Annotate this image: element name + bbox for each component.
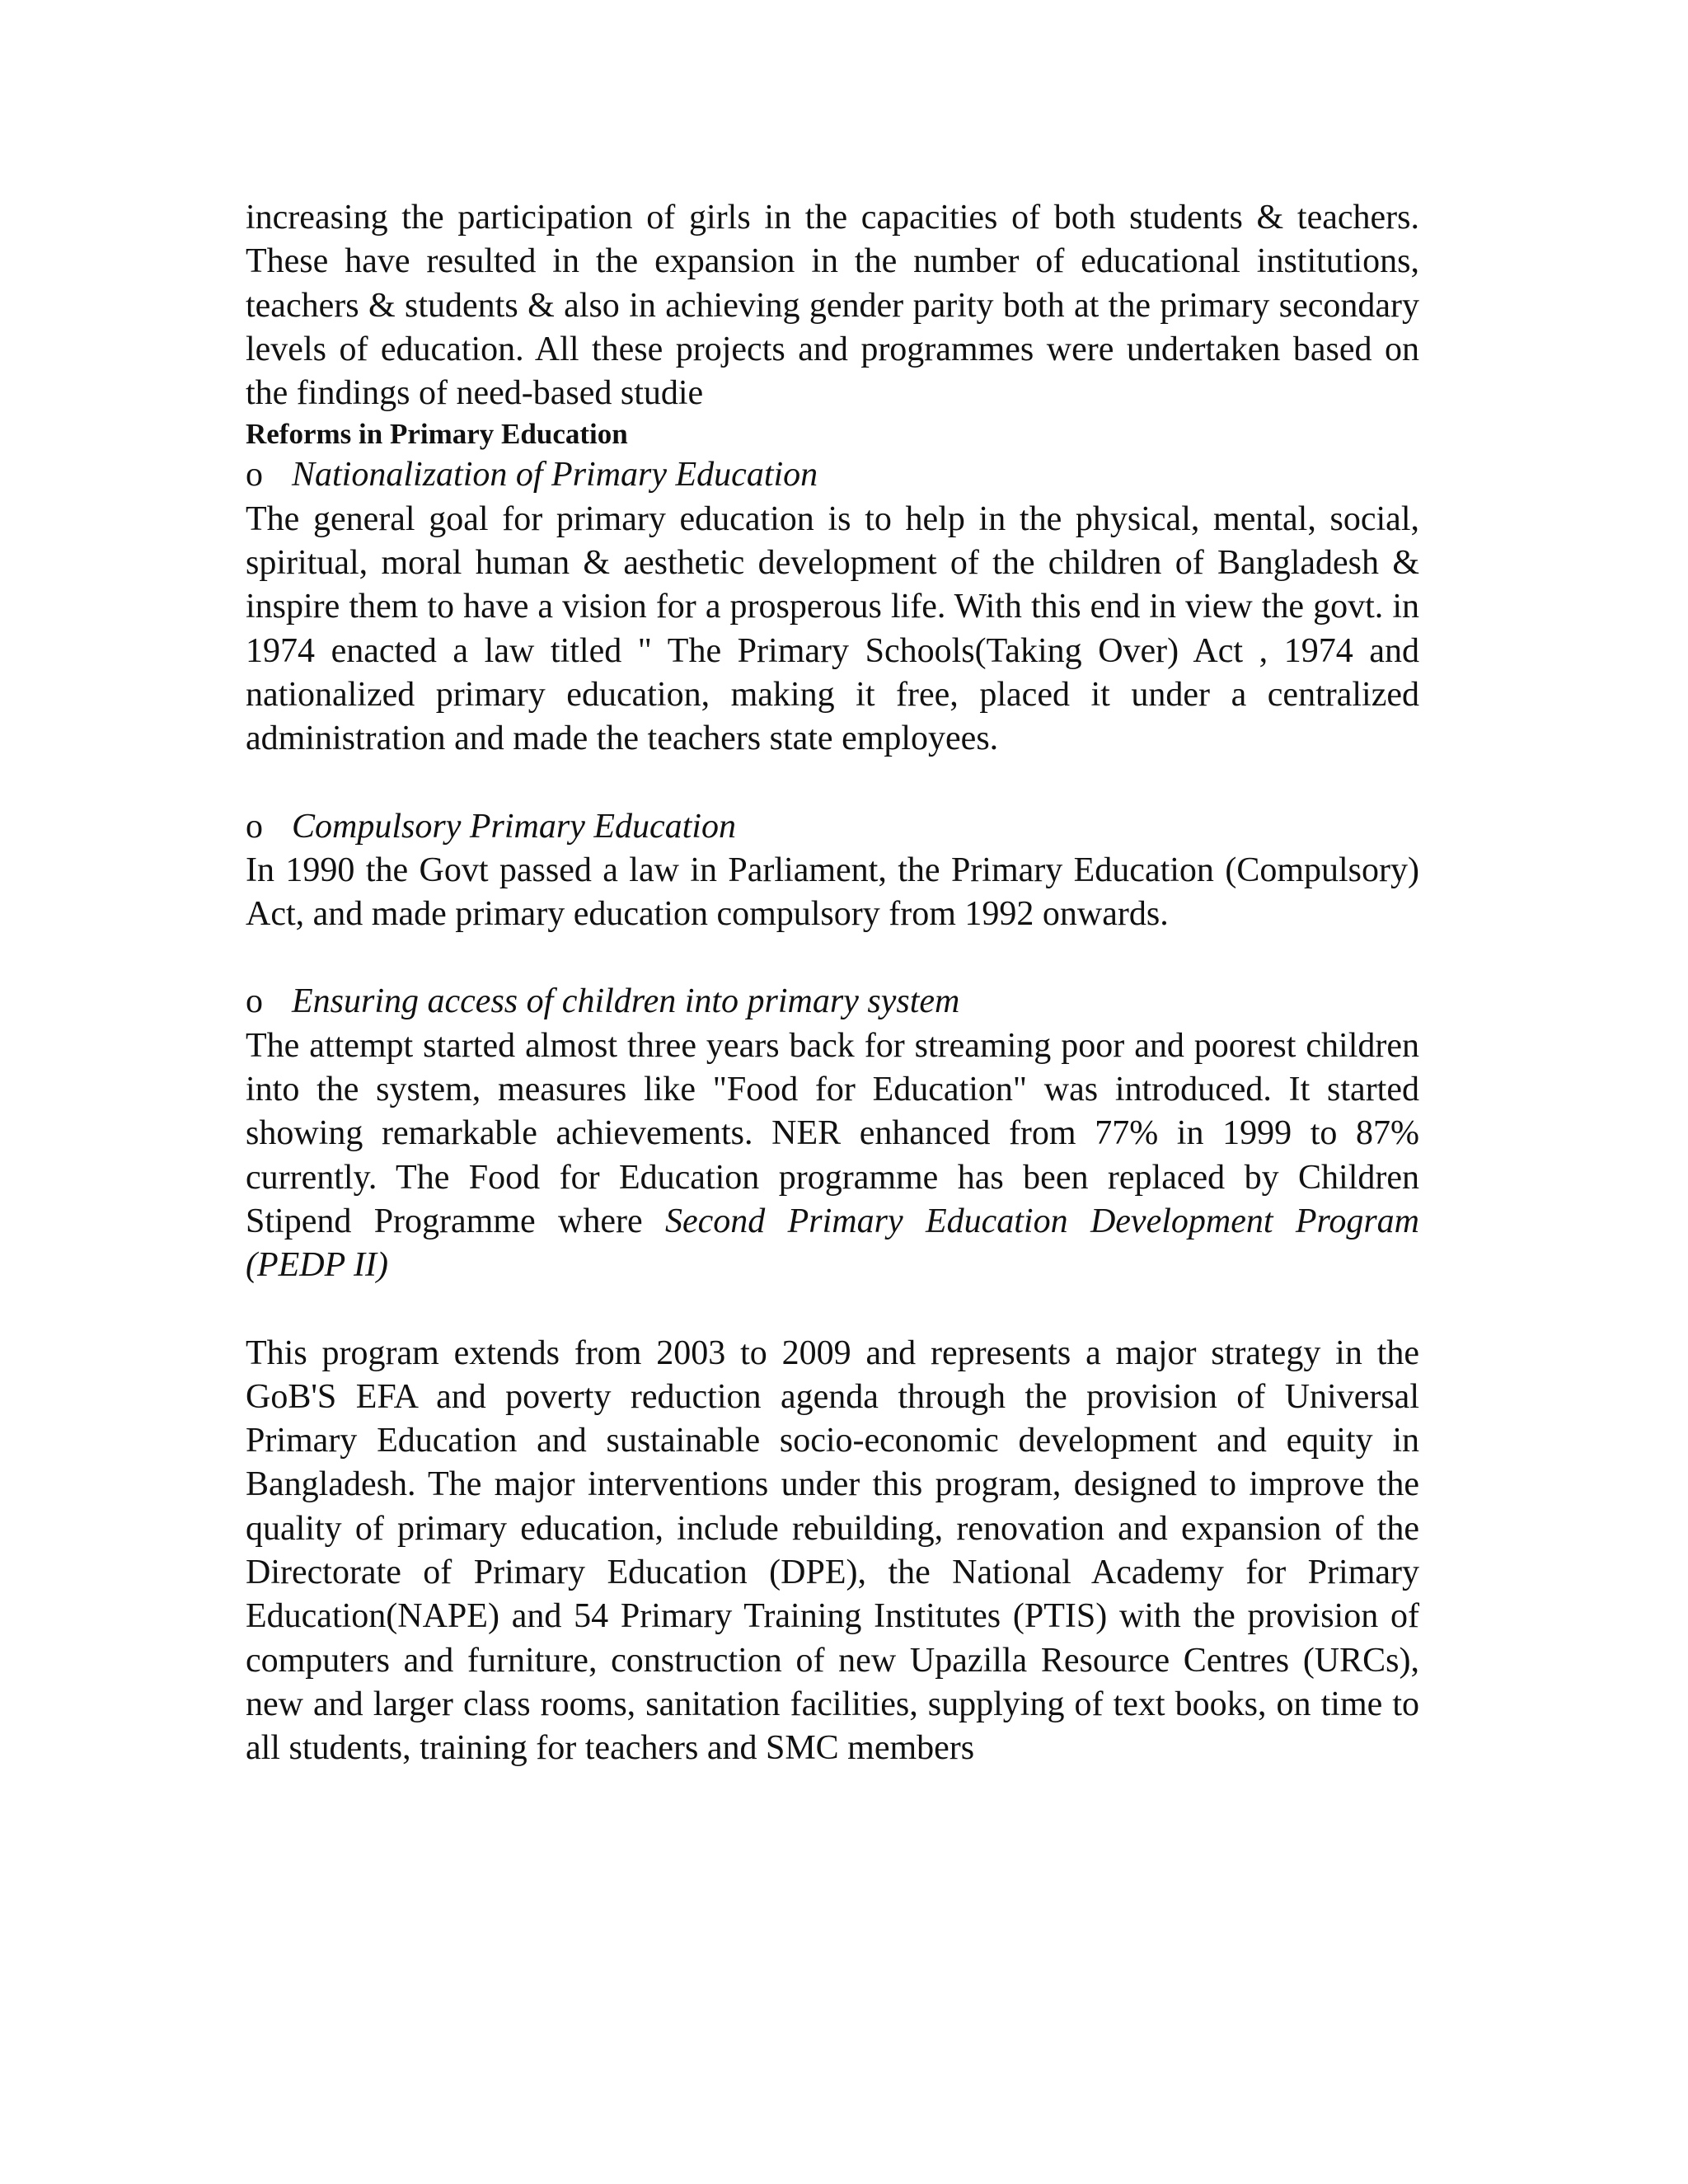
section-heading: Reforms in Primary Education: [246, 418, 628, 451]
document-page: [246, 196, 1419, 1771]
access-paragraph: [246, 1024, 1419, 1288]
bullet-access: [246, 980, 1419, 1024]
compulsory-paragraph: In 1990 the Govt passed a law in Parliament, the Primary Education (Compulsory) Act, and made primary education compulsory from 1992 onwards.: [246, 851, 1419, 934]
paragraph-spacer: [246, 1288, 1419, 1332]
bullet-title-access: Ensuring access of children into primary system: [292, 982, 960, 1021]
bullet-marker: o: [246, 456, 263, 494]
nationalization-paragraph: The general goal for primary education is to help in the physical, mental, social, spiritual, moral human & aesthetic development of the children of Bangladesh & inspire them to have a vision for a prosperous life. With this end in view the govt. in 1974 enacted a law titled " The Primary Schools(Taking Over) Act , 1974 and nationalized primary education, making it free, placed it under a centralized administration and made the teachers state employees.: [246, 499, 1419, 758]
bullet-nationalization: [246, 453, 1419, 497]
access-paragraph-text: The attempt started almost three years back for streaming poor and poorest children into the system, measures like "Food for Education" was introduced. It started showing remarkable achievements. NER enhanced from 77% in 1999 to 87% currently. The Food for Education programme has been replaced by Children Stipend Programme where: [246, 1026, 1419, 1240]
intro-paragraph: increasing the participation of girls in the capacities of both students & teachers. These have resulted in the expansion in the number of educational institutions, teachers & students & also in achieving gender parity both at the primary secondary levels of education. All these projects and programmes were undertaken based on the findings of need-based studie: [246, 199, 1419, 413]
bullet-compulsory: [246, 805, 1419, 849]
closing-paragraph: This program extends from 2003 to 2009 and represents a major strategy in the GoB'S EFA and poverty reduction agenda through the provision of Universal Primary Education and sustainable socio-economic development and equity in Bangladesh. The major interventions under this program, designed to improve the quality of primary education, include rebuilding, renovation and expansion of the Directorate of Primary Education (DPE), the National Academy for Primary Education(NAPE) and 54 Primary Training Institutes (PTIS) with the provision of computers and furniture, construction of new Upazilla Resource Centres (URCs), new and larger class rooms, sanitation facilities, supplying of text books, on time to all students, training for teachers and SMC members: [246, 1333, 1419, 1768]
bullet-marker: o: [246, 982, 263, 1021]
paragraph-spacer: [246, 762, 1419, 805]
paragraph-spacer: [246, 936, 1419, 980]
bullet-title-compulsory: Compulsory Primary Education: [292, 807, 736, 846]
bullet-marker: o: [246, 807, 263, 846]
pedp-title: Second Primary Education Development Program (PEDP II): [246, 1202, 1419, 1285]
bullet-title-nationalization: Nationalization of Primary Education: [292, 456, 818, 494]
